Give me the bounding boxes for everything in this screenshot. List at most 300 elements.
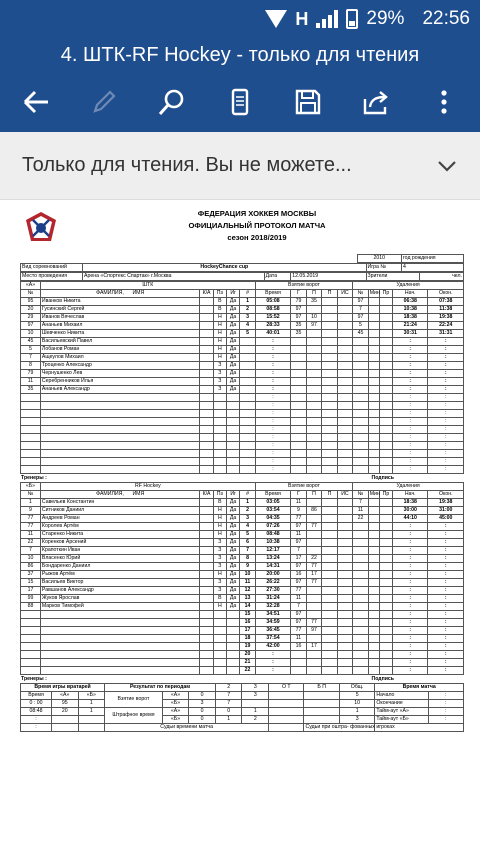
player-played: Да (226, 354, 239, 362)
goal-assist-3 (322, 515, 338, 523)
player-position: В (213, 595, 226, 603)
penalty-end: 31:31 (428, 330, 464, 338)
player-name: Ананьев Александр (40, 386, 200, 394)
goal-assist-1: 77 (291, 515, 307, 523)
penalty-end: : (428, 627, 464, 635)
penalty-reason (379, 362, 392, 370)
goal-number: 2 (240, 306, 256, 314)
penalty-reason (379, 531, 392, 539)
table-row (21, 659, 464, 667)
player-name (40, 667, 200, 675)
penalty-minutes (368, 426, 379, 434)
table-row (21, 587, 464, 595)
player-name: Лобанов Роман (40, 346, 200, 354)
goal-assist-2: 10 (306, 314, 322, 322)
player-ka (200, 507, 213, 515)
goal-time: 03:54 (255, 507, 290, 515)
goal-number (240, 362, 256, 370)
table-row (21, 394, 464, 402)
player-ka (200, 571, 213, 579)
player-ka (200, 402, 213, 410)
goal-is (337, 619, 353, 627)
player-number: 37 (21, 571, 41, 579)
penalty-start: 06:38 (393, 298, 428, 306)
player-name: Бондаренко Даниил (40, 563, 200, 571)
player-position: Н (213, 322, 226, 330)
goal-assist-2 (306, 394, 322, 402)
goal-time: 27:30 (255, 587, 290, 595)
gk-a-col: «А» (52, 692, 79, 700)
penalty-minutes (368, 402, 379, 410)
goal-assist-3 (322, 635, 338, 643)
player-number: 11 (21, 531, 41, 539)
goal-assist-3 (322, 507, 338, 515)
goal-assist-1: 97 (291, 523, 307, 531)
goal-time: : (255, 338, 290, 346)
team-a-goals-label: Взятие ворот (255, 282, 352, 290)
player-played: Да (226, 362, 239, 370)
penalty-end: : (428, 587, 464, 595)
table-row (21, 539, 464, 547)
penalty-end: : (428, 450, 464, 458)
player-ka (200, 547, 213, 555)
penalty-end: : (428, 579, 464, 587)
gk-row2-a: 20 (52, 708, 79, 716)
penalty-start: : (393, 402, 428, 410)
penalty-start: : (393, 354, 428, 362)
penalty-end: 19:38 (428, 499, 464, 507)
penalty-start: : (393, 627, 428, 635)
team-b-column-headers (21, 491, 464, 499)
table-row (21, 635, 464, 643)
col-goal-number: # (240, 491, 256, 499)
goal-assist-1: 77 (291, 587, 307, 595)
player-number: 10 (21, 330, 41, 338)
player-ka (200, 635, 213, 643)
player-ka (200, 595, 213, 603)
goals-b-label: «Б» (162, 700, 189, 708)
player-played (226, 627, 239, 635)
share-button[interactable] (358, 84, 394, 120)
goal-assist-1: 79 (291, 298, 307, 306)
document-view[interactable] (0, 200, 480, 854)
goal-number (240, 410, 256, 418)
table-row (21, 499, 464, 507)
federation-logo (24, 210, 58, 244)
penalty-reason (379, 466, 392, 474)
player-position (213, 458, 226, 466)
goal-assist-3 (322, 547, 338, 555)
player-position: З (213, 386, 226, 394)
col-time: Время (255, 491, 290, 499)
player-name: Андреев Роман (40, 515, 200, 523)
penalty-end: : (428, 338, 464, 346)
goal-is (337, 531, 353, 539)
player-ka (200, 330, 213, 338)
penalty-player (353, 659, 369, 667)
player-position (213, 402, 226, 410)
back-arrow-icon (21, 87, 51, 117)
player-name (40, 434, 200, 442)
penalty-player (353, 434, 369, 442)
mobile-view-button[interactable] (222, 84, 258, 120)
penalty-reason (379, 370, 392, 378)
goal-assist-1 (291, 346, 307, 354)
table-row (21, 595, 464, 603)
player-ka (200, 426, 213, 434)
match-start-label: Начало (375, 692, 428, 700)
goal-assist-1 (291, 362, 307, 370)
team-b-coaches-label: Тренеры : (21, 675, 47, 682)
player-played (226, 442, 239, 450)
goal-assist-2 (306, 651, 322, 659)
goal-assist-2 (306, 386, 322, 394)
goal-assist-2 (306, 466, 322, 474)
goal-is (337, 523, 353, 531)
goal-assist-1: 11 (291, 635, 307, 643)
goal-assist-1 (291, 354, 307, 362)
edit-button[interactable] (86, 84, 122, 120)
goals-b-p2: 7 (215, 700, 242, 708)
goal-number: 13 (240, 595, 256, 603)
table-row (21, 306, 464, 314)
goal-assist-2: 86 (306, 507, 322, 515)
bp-label: Б П (304, 684, 339, 692)
player-number (21, 418, 41, 426)
goal-number: 5 (240, 531, 256, 539)
goal-assist-3 (322, 434, 338, 442)
player-name: Рыжов Артём (40, 571, 200, 579)
penalty-reason (379, 627, 392, 635)
gk-row1-a: 95 (52, 700, 79, 708)
goal-number: 20 (240, 651, 256, 659)
penalty-minutes (368, 434, 379, 442)
player-number: 95 (21, 298, 41, 306)
timeout-b-label: Тайм-аут «Б» (375, 716, 428, 724)
player-position: Н (213, 346, 226, 354)
player-ka (200, 346, 213, 354)
chevron-down-icon[interactable] (436, 155, 458, 177)
timeout-a-label: Тайм-аут «А» (375, 708, 428, 716)
goal-assist-1: 11 (291, 595, 307, 603)
penalty-end: : (428, 603, 464, 611)
goal-assist-3 (322, 611, 338, 619)
player-ka (200, 667, 213, 675)
meta-table (20, 254, 464, 263)
penalty-start: : (393, 378, 428, 386)
penalty-player (353, 458, 369, 466)
penalty-minutes (368, 635, 379, 643)
penalty-player: 5 (353, 322, 369, 330)
player-name: Савельев Константин (40, 499, 200, 507)
player-position: Н (213, 338, 226, 346)
player-played: Да (226, 547, 239, 555)
penalty-player (353, 394, 369, 402)
goal-assist-2 (306, 458, 322, 466)
penalty-start: : (393, 579, 428, 587)
penalty-end: : (428, 370, 464, 378)
penalty-player (353, 579, 369, 587)
goals-row-label: Взятие ворот (105, 692, 163, 708)
goal-assist-1: 7 (291, 547, 307, 555)
goal-time: 34:51 (255, 611, 290, 619)
col-p: П (306, 491, 322, 499)
penalty-reason (379, 507, 392, 515)
goal-assist-1 (291, 402, 307, 410)
goal-assist-1: 16 (291, 571, 307, 579)
goal-assist-1: 97 (291, 611, 307, 619)
penalty-end: : (428, 434, 464, 442)
player-played: Да (226, 338, 239, 346)
player-position: З (213, 539, 226, 547)
player-name: Марков Тимофей (40, 603, 200, 611)
penalty-player (353, 531, 369, 539)
penalty-player (353, 595, 369, 603)
goal-assist-2 (306, 531, 322, 539)
more-options-button[interactable] (426, 84, 462, 120)
penalty-minutes (368, 507, 379, 515)
penalty-end: : (428, 394, 464, 402)
penalty-reason (379, 386, 392, 394)
goal-assist-3 (322, 643, 338, 651)
player-position (213, 434, 226, 442)
search-button[interactable] (154, 84, 190, 120)
player-played: Да (226, 370, 239, 378)
col-g: Г (291, 290, 307, 298)
wifi-icon (265, 10, 287, 28)
penalty-end: 19:38 (428, 314, 464, 322)
penalty-minutes (368, 579, 379, 587)
network-type: H (295, 8, 309, 29)
player-played: Да (226, 555, 239, 563)
protocol-title-1: ФЕДЕРАЦИЯ ХОККЕЯ МОСКВЫ (197, 209, 317, 218)
pen-a-p1: 0 (189, 708, 216, 716)
table-row (21, 547, 464, 555)
penalty-minutes (368, 338, 379, 346)
player-name (40, 458, 200, 466)
read-only-banner[interactable] (0, 132, 480, 200)
penalty-start: : (393, 346, 428, 354)
goal-assist-2 (306, 547, 322, 555)
penalty-reason (379, 579, 392, 587)
player-played: Да (226, 386, 239, 394)
penalty-reason (379, 619, 392, 627)
goal-time: : (255, 362, 290, 370)
penalty-end: : (428, 555, 464, 563)
goals-a-p2: 7 (215, 692, 242, 700)
penalty-player (353, 442, 369, 450)
penalty-end: : (428, 571, 464, 579)
penalty-reason (379, 611, 392, 619)
penalty-start: : (393, 539, 428, 547)
player-position: Н (213, 314, 226, 322)
goal-time: : (255, 651, 290, 659)
player-name (40, 619, 200, 627)
player-position (213, 611, 226, 619)
penalty-start: : (393, 338, 428, 346)
player-position (213, 651, 226, 659)
player-number (21, 466, 41, 474)
goal-time: 04:35 (255, 515, 290, 523)
table-row (21, 450, 464, 458)
table-row (21, 571, 464, 579)
player-ka (200, 378, 213, 386)
pen-a-p2: 0 (215, 708, 242, 716)
birth-year: 2010 (357, 255, 401, 263)
table-row (21, 442, 464, 450)
penalty-player (353, 426, 369, 434)
match-time-label: Время матча (375, 684, 464, 692)
player-name (40, 394, 200, 402)
player-ka (200, 338, 213, 346)
goal-is (337, 595, 353, 603)
goal-is (337, 466, 353, 474)
player-played (226, 426, 239, 434)
player-number: 7 (21, 547, 41, 555)
player-position: В (213, 298, 226, 306)
goal-time: : (255, 458, 290, 466)
penalty-player (353, 587, 369, 595)
player-number: 97 (21, 322, 41, 330)
penalty-reason (379, 499, 392, 507)
goal-time: : (255, 434, 290, 442)
player-position (213, 426, 226, 434)
goal-number: 4 (240, 523, 256, 531)
col-number: № (21, 290, 41, 298)
player-position: Н (213, 523, 226, 531)
goal-assist-3 (322, 458, 338, 466)
player-number: 35 (21, 386, 41, 394)
penalty-reason (379, 434, 392, 442)
goal-assist-1 (291, 370, 307, 378)
player-number (21, 643, 41, 651)
player-name (40, 627, 200, 635)
save-button[interactable] (290, 84, 326, 120)
back-button[interactable] (18, 84, 54, 120)
goal-is (337, 354, 353, 362)
goal-time: 12:17 (255, 547, 290, 555)
goal-assist-3 (322, 523, 338, 531)
table-row (21, 346, 464, 354)
penalty-end: : (428, 619, 464, 627)
gk-row2-b: 1 (78, 708, 105, 716)
goal-time: 07:26 (255, 523, 290, 531)
goal-number: 18 (240, 635, 256, 643)
player-ka (200, 434, 213, 442)
player-ka (200, 587, 213, 595)
team-b-penalties-label: Удаления (353, 483, 464, 491)
share-icon (361, 87, 391, 117)
col-goal-number: # (240, 290, 256, 298)
date-label: Дата (264, 273, 291, 281)
player-name (40, 426, 200, 434)
pen-b-total: 3 (339, 716, 374, 724)
player-played: Да (226, 499, 239, 507)
penalty-player (353, 466, 369, 474)
team-a-letter: «А» (21, 282, 41, 290)
penalty-start: : (393, 434, 428, 442)
goals-b-p1: 3 (189, 700, 216, 708)
goal-time: : (255, 426, 290, 434)
goal-assist-2 (306, 362, 322, 370)
goal-time: 20:00 (255, 571, 290, 579)
player-position: З (213, 579, 226, 587)
penalty-start: 30:31 (393, 330, 428, 338)
penalty-reason (379, 555, 392, 563)
goal-assist-3 (322, 539, 338, 547)
goal-number (240, 426, 256, 434)
penalty-minutes (368, 442, 379, 450)
penalty-player (353, 643, 369, 651)
goal-assist-1 (291, 410, 307, 418)
player-number: 9 (21, 507, 41, 515)
player-ka (200, 579, 213, 587)
goal-assist-3 (322, 418, 338, 426)
player-ka (200, 442, 213, 450)
player-ka (200, 619, 213, 627)
goal-time: : (255, 418, 290, 426)
table-row (21, 667, 464, 675)
player-ka (200, 298, 213, 306)
goal-assist-1: 97 (291, 314, 307, 322)
player-ka (200, 499, 213, 507)
player-name: Шевченко Никита (40, 330, 200, 338)
goal-time: 42:00 (255, 643, 290, 651)
document-title: 4. ШТК-RF Hockey - только для чтения (0, 38, 480, 72)
table-row (21, 354, 464, 362)
penalty-minutes (368, 322, 379, 330)
gk-row1-b: 1 (78, 700, 105, 708)
goal-time: 37:54 (255, 635, 290, 643)
penalty-start: 10:38 (393, 306, 428, 314)
player-played: Да (226, 346, 239, 354)
penalty-minutes (368, 659, 379, 667)
goal-number: 17 (240, 627, 256, 635)
player-name: Старенко Никита (40, 531, 200, 539)
player-name: Королев Артём (40, 523, 200, 531)
goal-assist-3 (322, 394, 338, 402)
penalty-player (353, 410, 369, 418)
period-2-label: 2 (215, 684, 242, 692)
player-number: 7 (21, 354, 41, 362)
player-position: Н (213, 507, 226, 515)
team-b-table (20, 482, 464, 675)
goal-number: 5 (240, 330, 256, 338)
penalty-start: : (393, 386, 428, 394)
goal-assist-3 (322, 402, 338, 410)
table-row (21, 378, 464, 386)
penalty-player: 97 (353, 298, 369, 306)
goal-assist-3 (322, 659, 338, 667)
team-a-sign-label: Подпись (371, 474, 394, 481)
player-ka (200, 418, 213, 426)
penalty-reason (379, 667, 392, 675)
penalty-start: : (393, 643, 428, 651)
period-3-label: 3 (242, 684, 269, 692)
goal-is (337, 579, 353, 587)
player-ka (200, 611, 213, 619)
table-row (21, 314, 464, 322)
penalty-reason (379, 346, 392, 354)
player-ka (200, 306, 213, 314)
col-number: № (21, 491, 41, 499)
protocol-header (20, 208, 464, 254)
player-played: Да (226, 531, 239, 539)
goal-assist-3 (322, 466, 338, 474)
goal-assist-2 (306, 515, 322, 523)
penalty-minutes (368, 651, 379, 659)
pen-icon (89, 87, 119, 117)
